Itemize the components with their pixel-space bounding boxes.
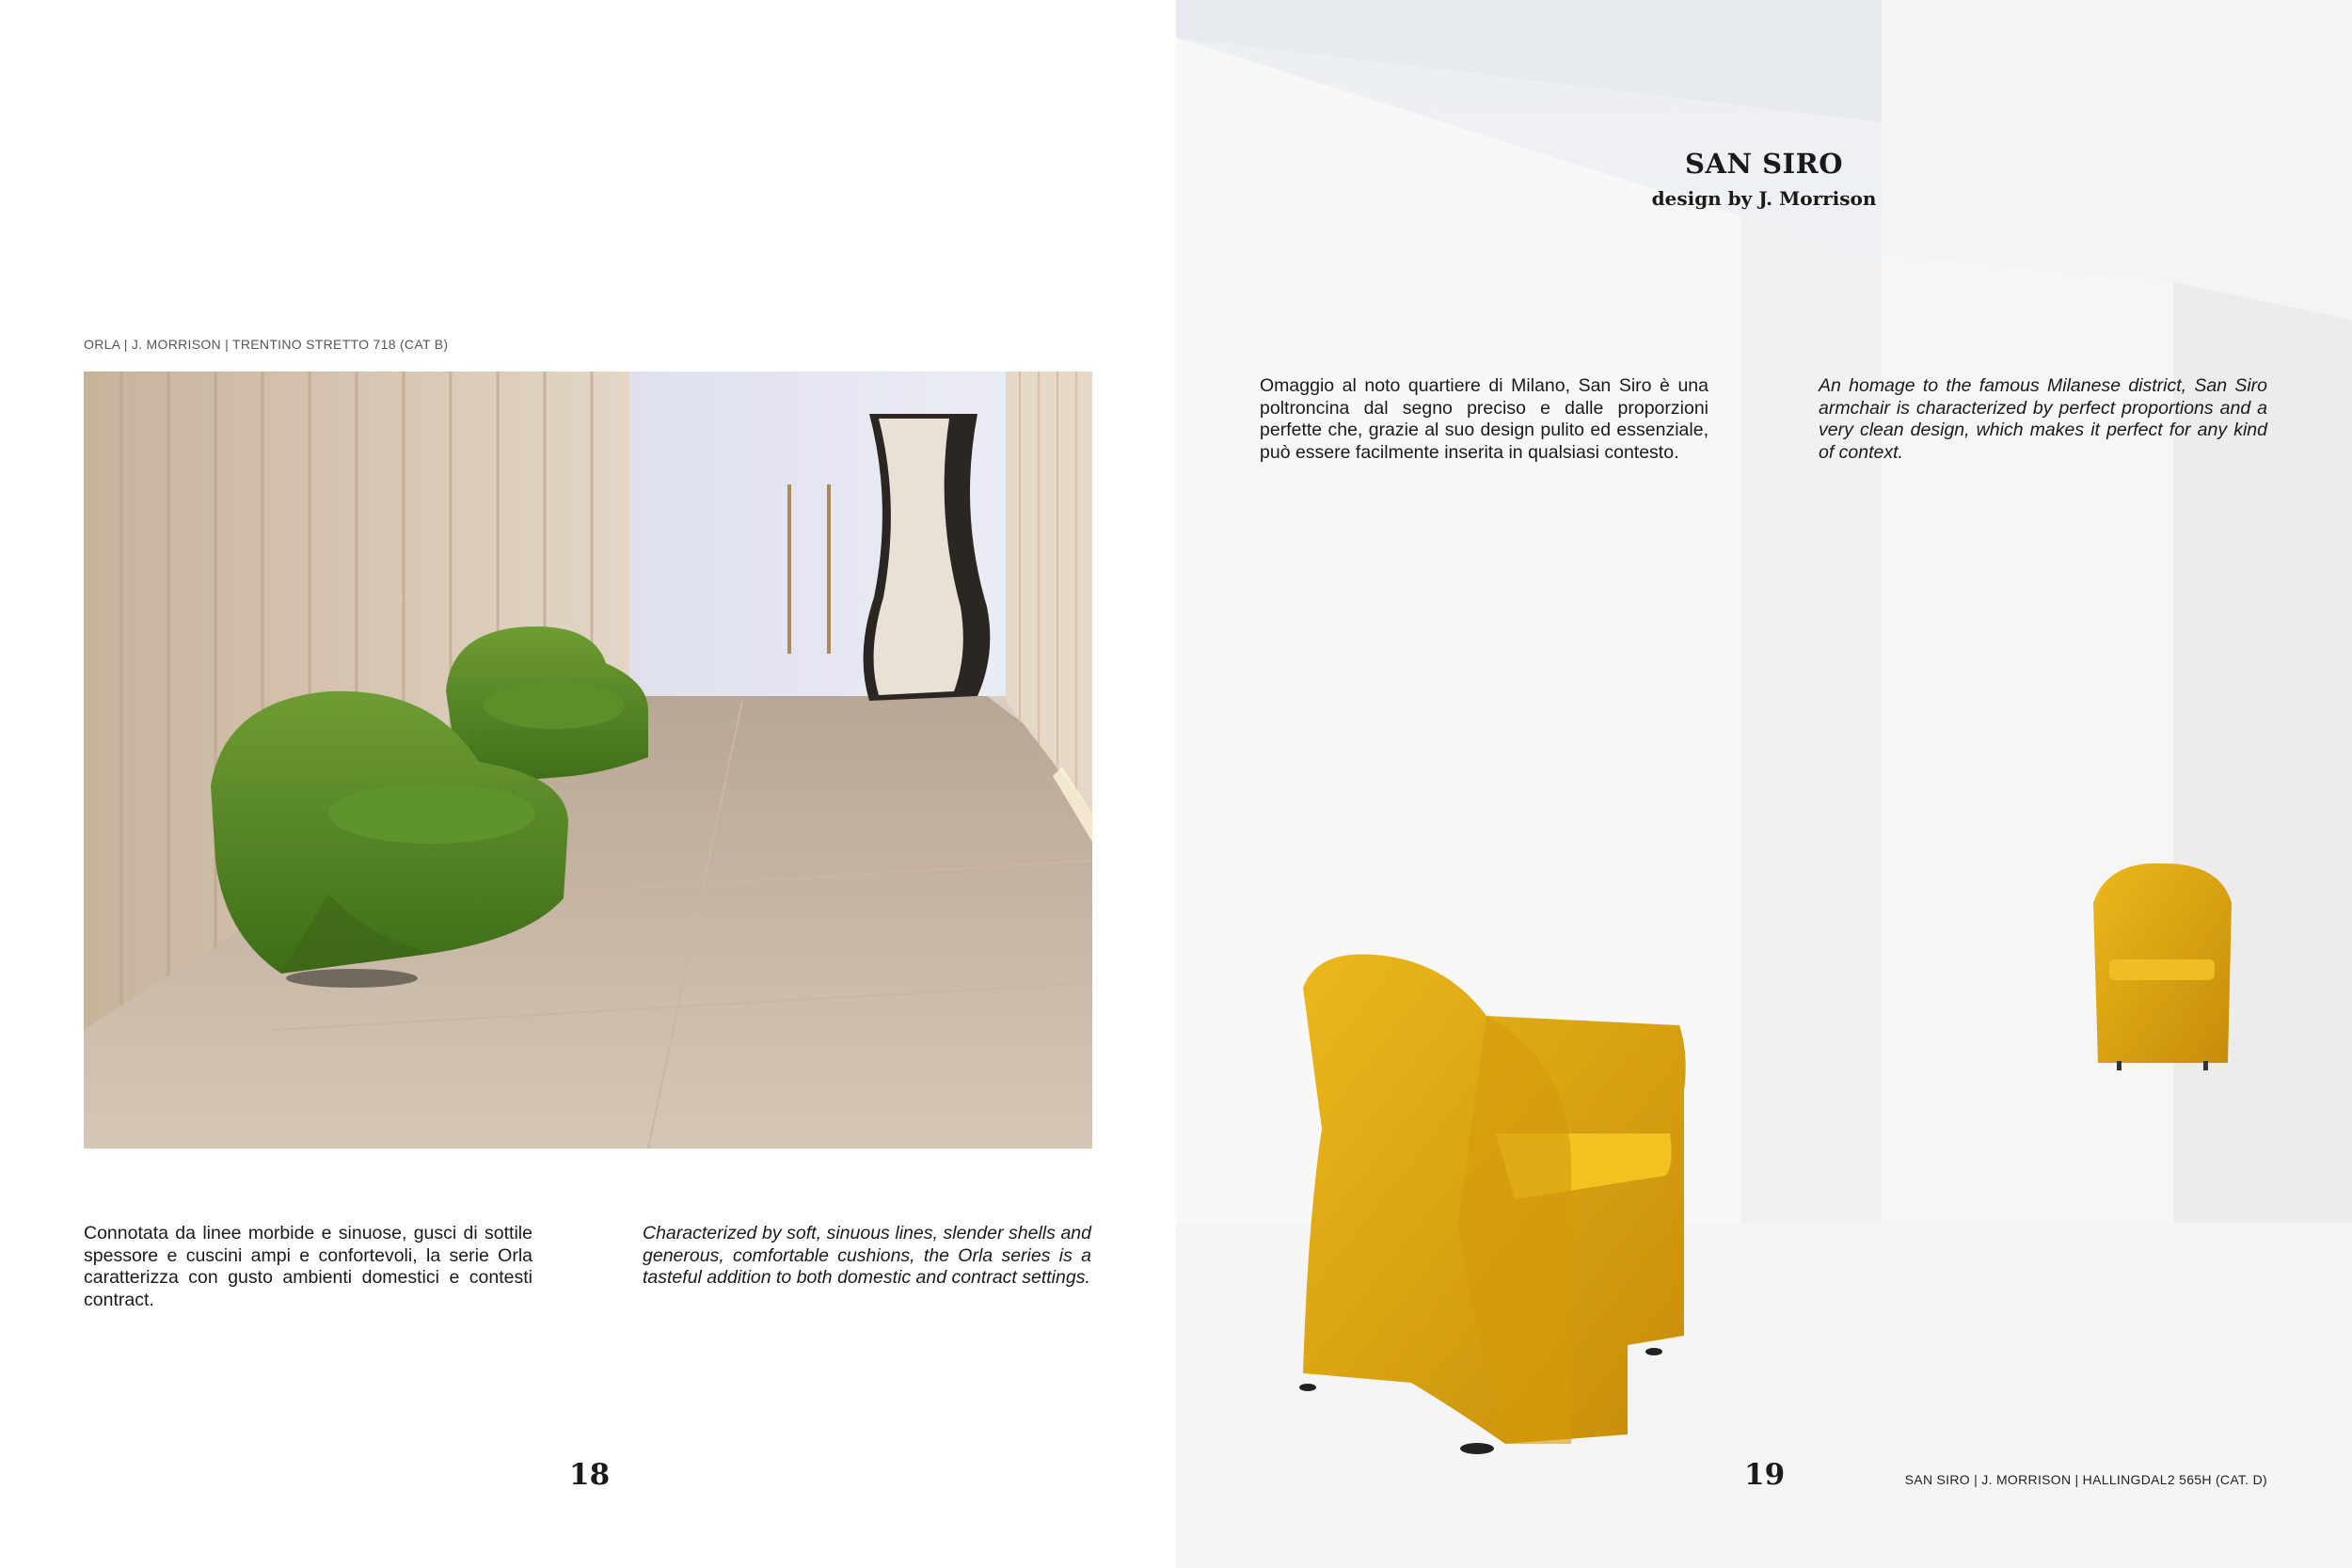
- san-siro-scene-illustration: [1176, 0, 2352, 1568]
- orla-description-en: Characterized by soft, sinuous lines, slender shells and generous, comfortable cushions, the Orla series is a tasteful addition to both domestic and contract settings.: [643, 1223, 1091, 1288]
- product-designer: design by J. Morrison: [1651, 187, 1877, 210]
- right-photo-caption: SAN SIRO | J. MORRISON | HALLINGDAL2 565H (CAT. D): [1904, 1472, 2267, 1487]
- orla-sofa-photo: [84, 372, 1092, 1148]
- san-siro-description-it: Omaggio al noto quartiere di Milano, San Siro è una poltroncina dal segno preciso e dalle proporzioni perfette che, grazie al suo design pulito ed essenziale, può essere facilmente inserita in qualsiasi contesto.: [1260, 375, 1708, 463]
- left-photo-caption: ORLA | J. MORRISON | TRENTINO STRETTO 718 (CAT B): [84, 337, 449, 352]
- product-title: SAN SIRO: [1685, 148, 1843, 180]
- orla-scene-illustration: [84, 372, 1092, 1148]
- page-number-left: 18: [569, 1458, 611, 1492]
- yellow-armchair-back: [2093, 863, 2232, 1070]
- orla-description-it: Connotata da linee morbide e sinuose, gusci di sottile spessore e cuscini ampi e confortevoli, la serie Orla caratterizza con gusto ambienti domestici e contesti contract.: [84, 1223, 532, 1310]
- right-page: [1176, 0, 2352, 1568]
- product-title-block: [1176, 148, 2352, 210]
- san-siro-description-en: An homage to the famous Milanese district, San Siro armchair is characterized by perfect proportions and a very clean design, which makes it perfect for any kind of context.: [1819, 375, 2267, 463]
- page-number-right: 19: [1744, 1458, 1786, 1492]
